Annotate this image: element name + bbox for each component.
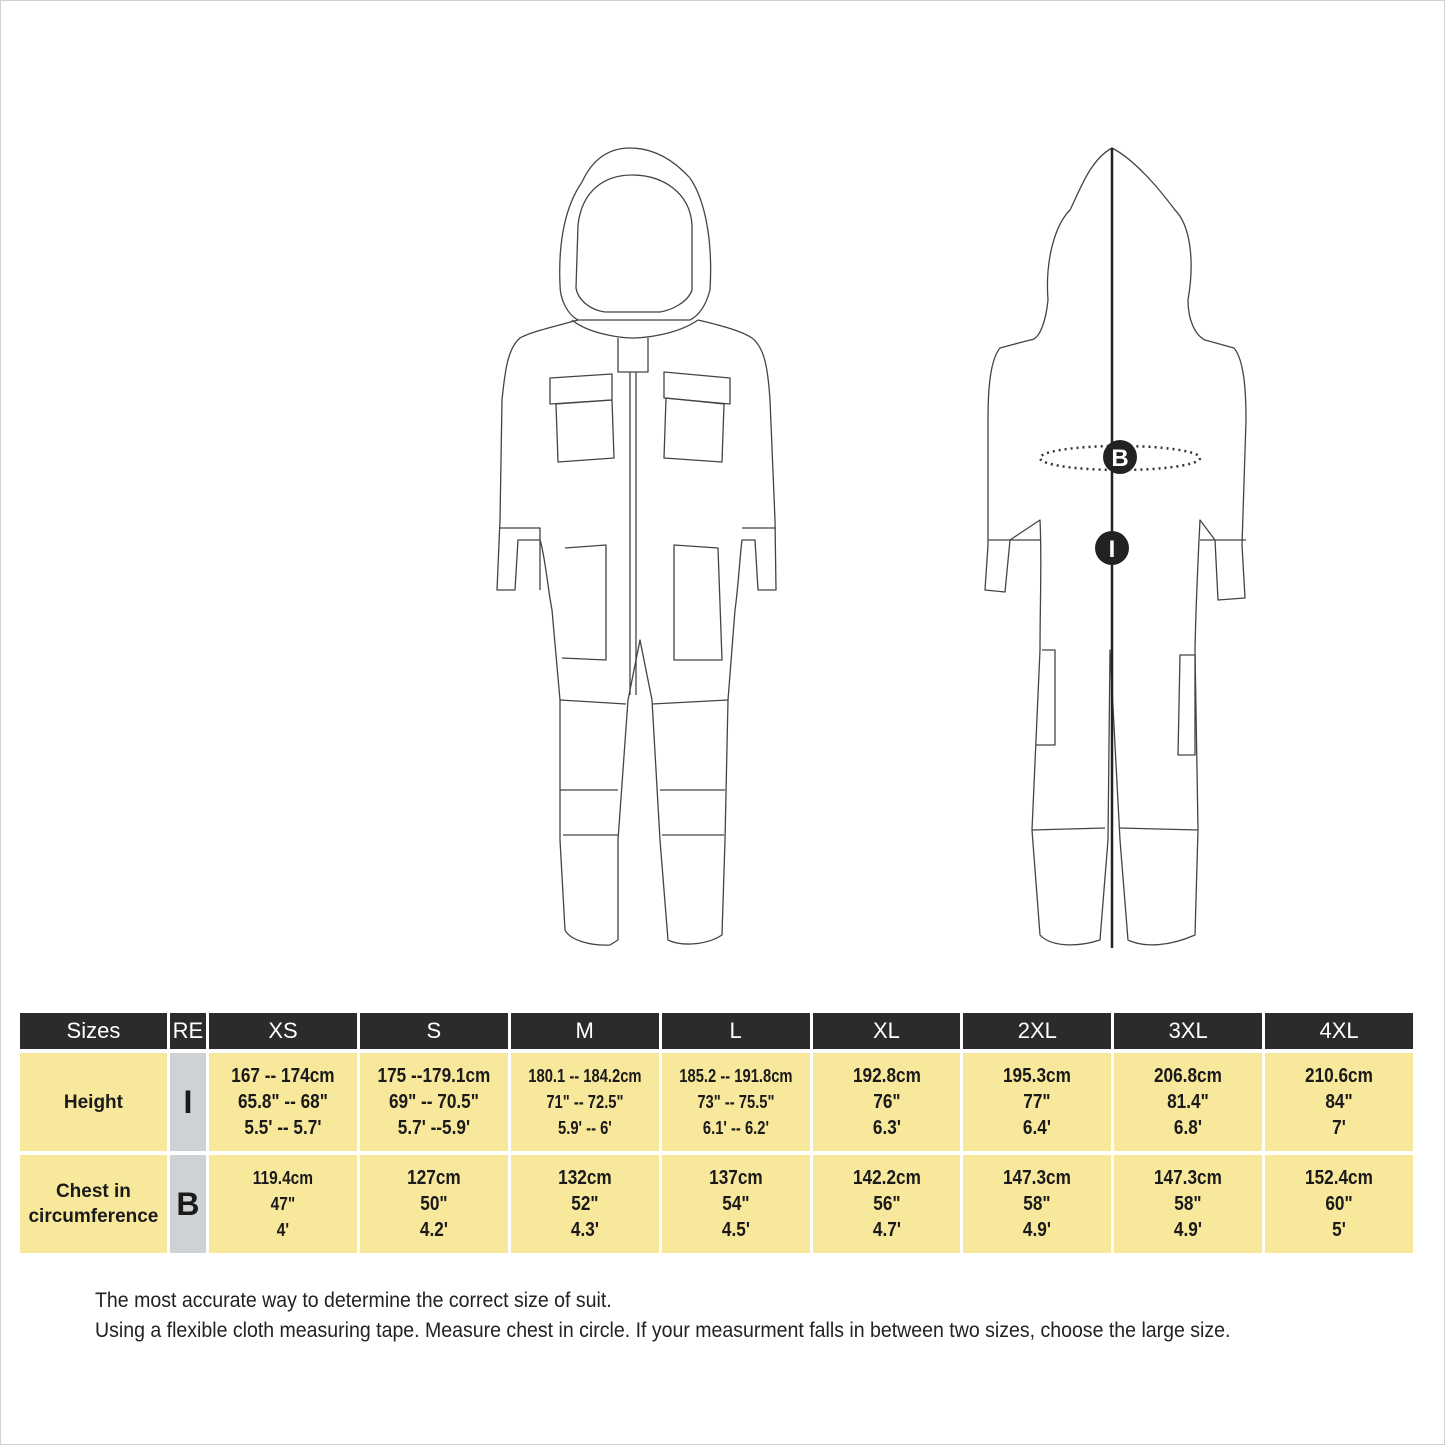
header-s: S [360,1013,508,1049]
size-header-row [20,1013,1413,1049]
height-s: 175 --179.1cm 69" -- 70.5" 5.7' --5.9' [360,1053,508,1151]
chest-2xl: 147.3cm 58" 4.9' [963,1155,1111,1253]
header-4xl: 4XL [1265,1013,1413,1049]
sizing-note-line-1: The most accurate way to determine the correct size of suit. [95,1289,612,1312]
chest-s: 127cm 50" 4.2' [360,1155,508,1253]
height-l: 185.2 -- 191.8cm 73" -- 75.5" 6.1' -- 6.2' [662,1053,810,1151]
header-l: L [662,1013,810,1049]
chest-row [20,1155,1413,1253]
size-chart-table [17,1013,1416,1253]
chest-marker-badge [1103,440,1137,474]
height-xl: 192.8cm 76" 6.3' [813,1053,961,1151]
chest-3xl: 147.3cm 58" 4.9' [1114,1155,1262,1253]
header-xl: XL [813,1013,961,1049]
chest-row-label: Chest in circumference [20,1155,167,1253]
header-2xl: 2XL [963,1013,1111,1049]
header-sizes: Sizes [20,1013,167,1049]
chest-xs: 119.4cm 47" 4' [209,1155,357,1253]
suit-front-view [497,148,776,945]
chest-xl: 142.2cm 56" 4.7' [813,1155,961,1253]
sizing-note-line-2: Using a flexible cloth measuring tape. Measure chest in circle. If your measurment falls in between two sizes, choose the large size. [95,1319,1231,1342]
chest-l: 137cm 54" 4.5' [662,1155,810,1253]
header-m: M [511,1013,659,1049]
height-marker-label: I [1108,536,1116,563]
height-xs: 167 -- 174cm 65.8" -- 68" 5.5' -- 5.7' [209,1053,357,1151]
height-re-marker: I [170,1053,206,1151]
chest-re-marker: B [170,1155,206,1253]
height-2xl: 195.3cm 77" 6.4' [963,1053,1111,1151]
header-xs: XS [209,1013,357,1049]
sizing-notes [95,1286,1316,1346]
header-3xl: 3XL [1114,1013,1262,1049]
height-m: 180.1 -- 184.2cm 71" -- 72.5" 5.9' -- 6' [511,1053,659,1151]
chest-m: 132cm 52" 4.3' [511,1155,659,1253]
height-marker-badge [1095,531,1129,565]
height-row-label: Height [20,1053,167,1151]
chest-marker-label: B [1111,445,1129,472]
height-3xl: 206.8cm 81.4" 6.8' [1114,1053,1262,1151]
height-4xl: 210.6cm 84" 7' [1265,1053,1413,1151]
header-re: RE [170,1013,206,1049]
chest-4xl: 152.4cm 60" 5' [1265,1155,1413,1253]
height-row [20,1053,1413,1151]
